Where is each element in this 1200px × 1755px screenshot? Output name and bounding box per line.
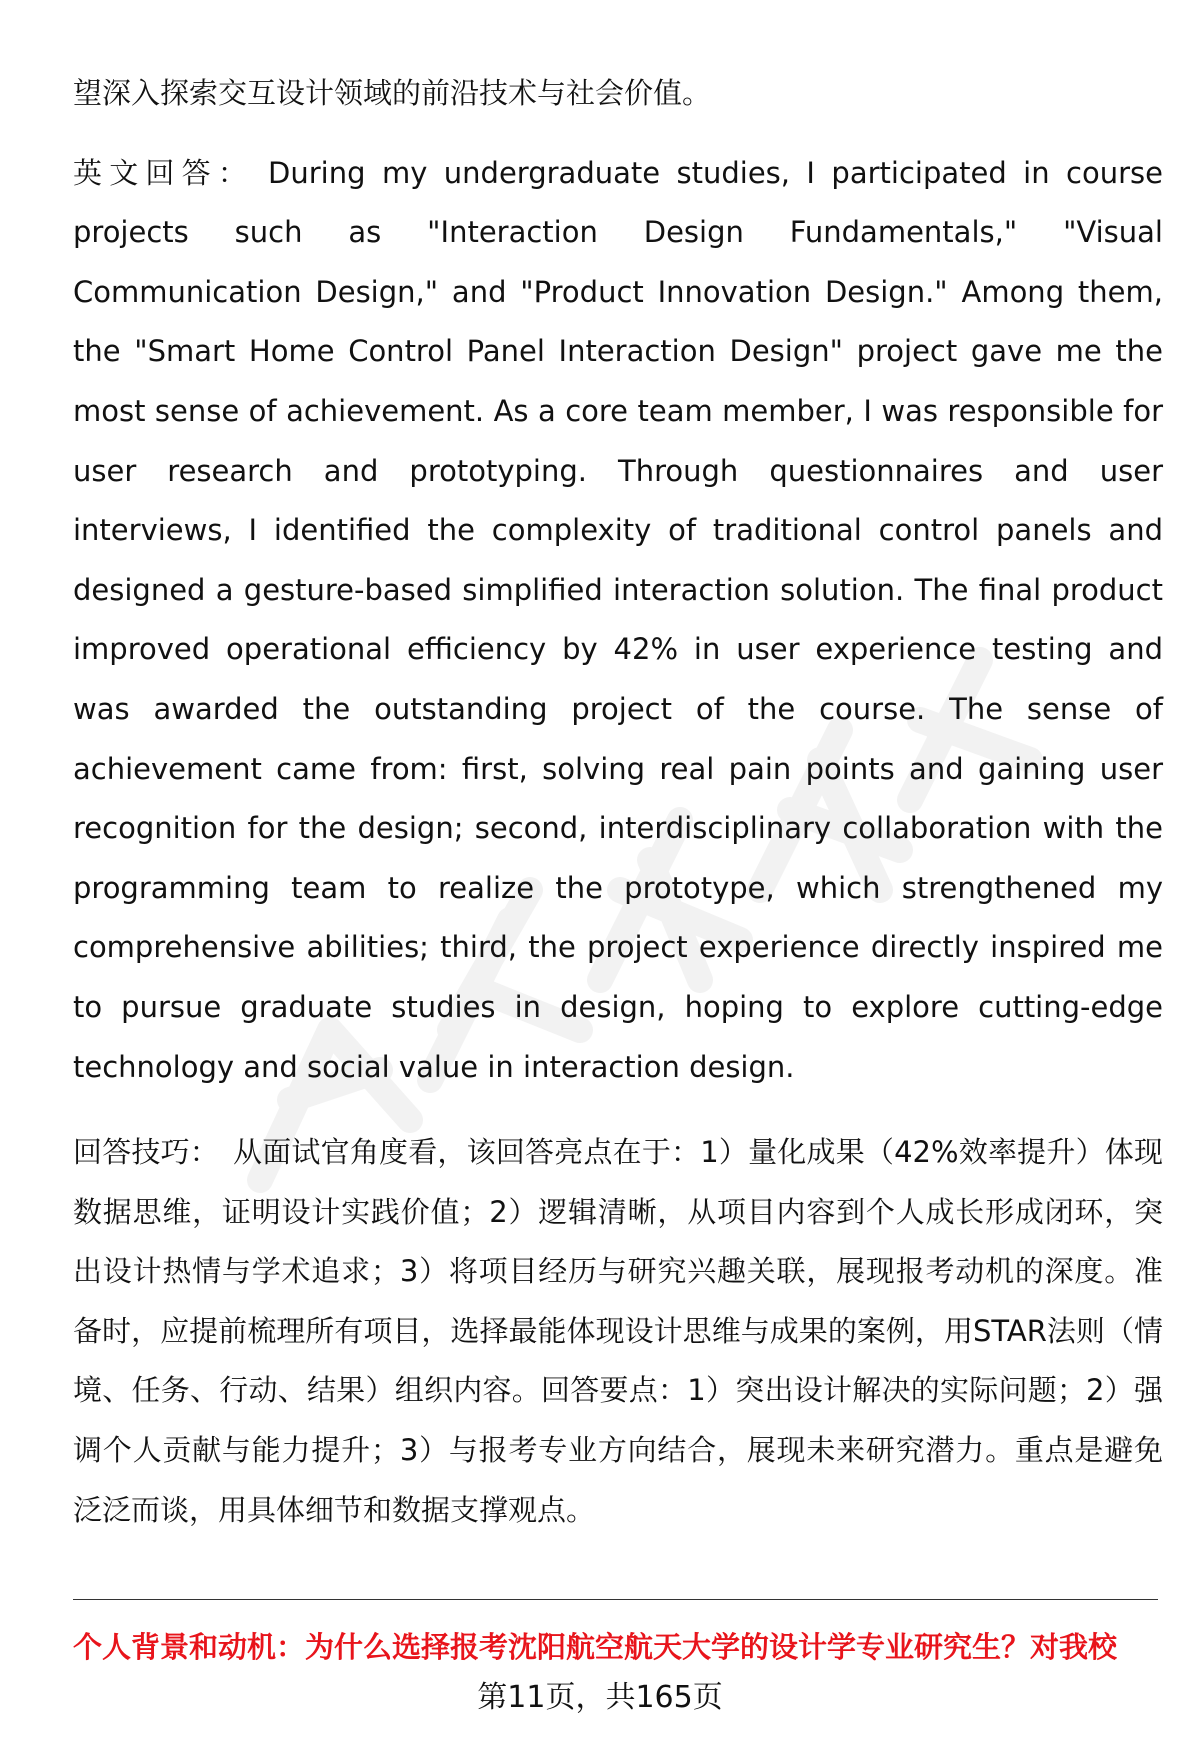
english-answer-text: During my undergraduate studies, I participated in course projects such as "Interaction Design Fundamentals," "Visual Communication Design," and "Product Innovation Design." Among them, the "Smart Home Control Panel Interaction Design" project gave me the most sense of achievement. As a core team member, I was responsible for user research and prototyping. Through questionnaires and user interviews, I identified the complexity of traditional control panels and designed a gesture-based simplified interaction solution. The final product improved operational efficiency by 42% in user experience testing and was awarded the outstanding project of the course. The sense of achievement came from: first, solving real pain points and gaining user recognition for the design; second, interdisciplinary collaboration with the programming team to realize the prototype, which strengthened my comprehensive abilities; third, the project experience directly inspired me to pursue graduate studies in design, hoping to explore cutting-edge technology and social value in interaction design. xyxy=(73,155,1163,1084)
intro-paragraph-tail: 望深入探索交互设计领域的前沿技术与社会价值。 xyxy=(73,76,712,110)
next-question-heading: 个人背景和动机：为什么选择报考沈阳航空航天大学的设计学专业研究生？对我校 xyxy=(73,1630,1118,1664)
section-divider xyxy=(73,1599,1158,1600)
answer-tips-paragraph xyxy=(73,1123,1163,1540)
page-number: 第11页，共165页 xyxy=(477,1680,723,1715)
answer-tips-label: 回答技巧： xyxy=(73,1135,220,1170)
answer-tips-text: 从面试官角度看，该回答亮点在于：1）量化成果（42%效率提升）体现数据思维，证明设计实践价值；2）逻辑清晰，从项目内容到个人成长形成闭环，突出设计热情与学术追求；3）将项目经历与研究兴趣关联，展现报考动机的深度。准备时，应提前梳理所有项目，选择最能体现设计思维与成果的案例，用STAR法则（情境、任务、行动、结果）组织内容。回答要点：1）突出设计解决的实际问题；2）强调个人贡献与能力提升；3）与报考专业方向结合，展现未来研究潜力。重点是避免泛泛而谈，用具体细节和数据支撑观点。 xyxy=(73,1135,1163,1527)
english-answer-label: 英文回答： xyxy=(73,155,255,190)
english-answer-paragraph xyxy=(73,144,1163,1098)
document-body xyxy=(73,64,1163,1540)
